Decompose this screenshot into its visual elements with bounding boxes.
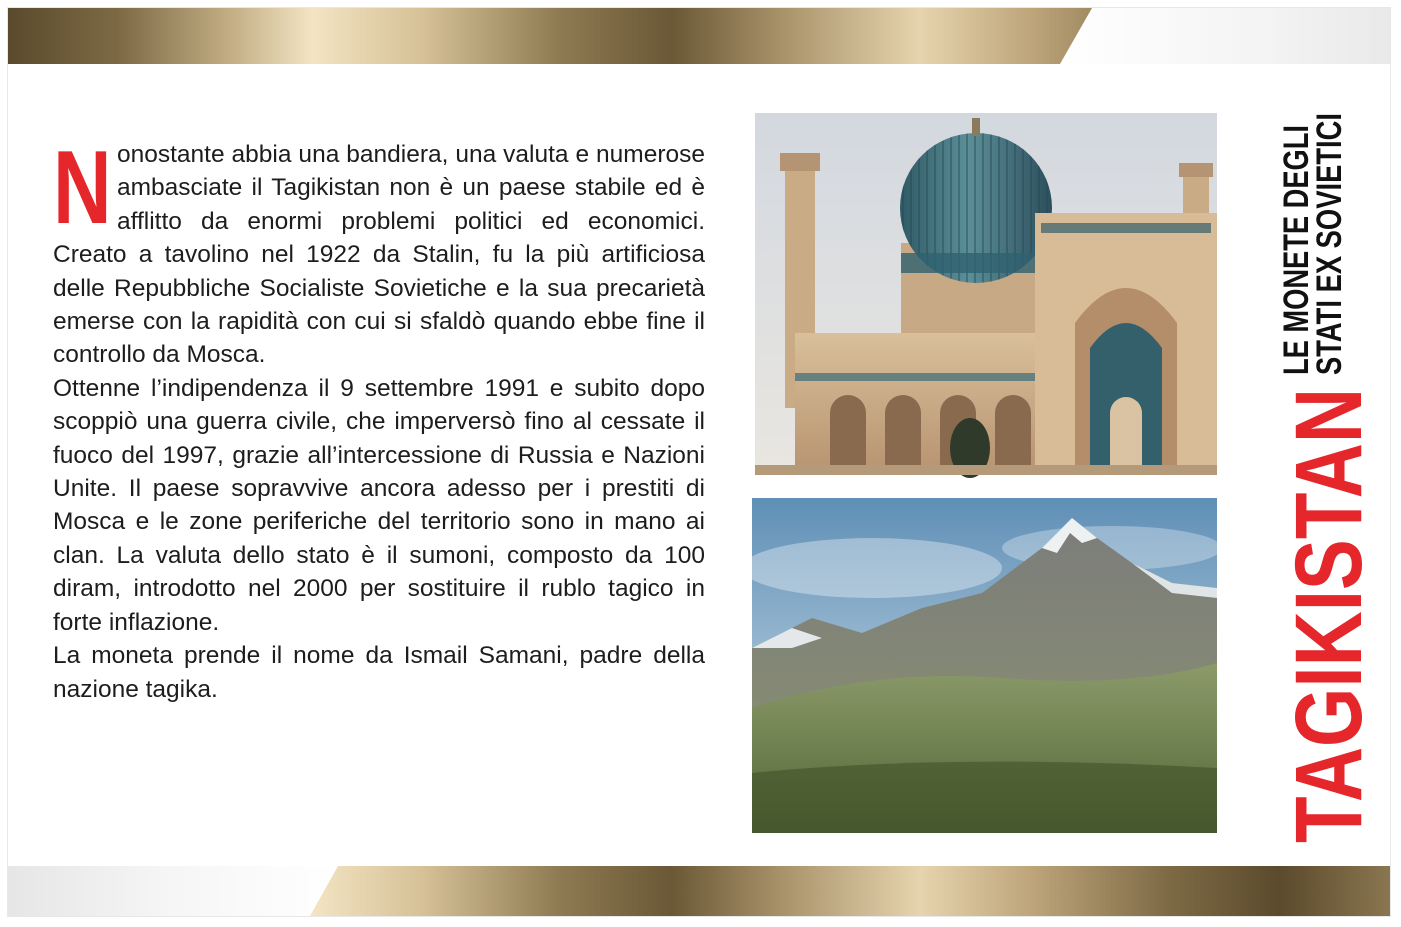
paragraph-1: onostante abbia una bandiera, una valuta e numerose ambasciate il Tagikistan non è un paese stabile ed è afflitto da enormi problemi politici ed economici. Creato a tavolino nel 1922 da Stalin, fu la più artificiosa delle Repubbliche Socialiste Sovietiche e la sua precarietà emerse con la rapidità con cui si sfaldò quando ebbe fine il controllo da Mosca.: [53, 141, 705, 369]
series-title-line-2: STATI EX SOVIETICI: [1308, 106, 1349, 375]
country-title: TAGIKISTAN: [1275, 389, 1382, 843]
band-top-cut: [1060, 8, 1390, 64]
paragraph-3: La moneta prende il nome da Ismail Samani, padre della nazione tagika.: [53, 642, 705, 703]
series-title-line-1: LE MONETE DEGLI: [1275, 118, 1316, 375]
drop-cap: N: [53, 130, 112, 246]
mountain-landscape-photo: [752, 498, 1217, 833]
gold-band-bottom: [8, 866, 1390, 916]
mausoleum-photo: [755, 113, 1217, 475]
sidebar-title: [1258, 103, 1382, 843]
gold-band-top: [8, 8, 1390, 64]
paragraph-2: Ottenne l’indipendenza il 9 settembre 1991 e subito dopo scoppiò una guerra civile, che imperversò fino al cessate il fuoco del 1997, grazie all’intercessione di Russia e Nazioni Unite. Il paese sopravvive ancora adesso per i prestiti di Mosca e le zone periferiche del territorio sono in mano ai clan. La valuta dello stato è il sumoni, composto da 100 diram, introdotto nel 2000 per sostituire il rublo tagico in forte inflazione.: [53, 374, 705, 636]
article-text: [53, 130, 705, 706]
band-bottom-cut: [8, 866, 338, 916]
page-card: [8, 8, 1390, 916]
